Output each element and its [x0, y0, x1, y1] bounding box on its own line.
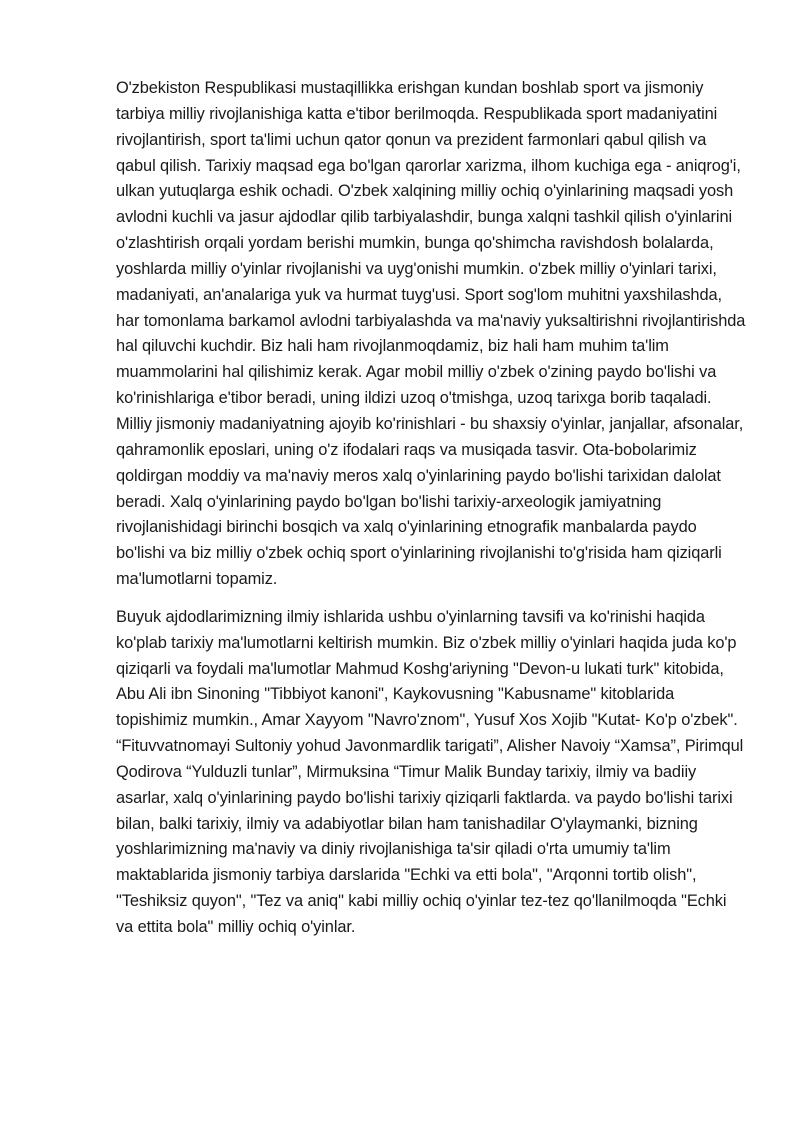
paragraph-1: O'zbekiston Respublikasi mustaqillikka erishgan kundan boshlab sport va jismoniy tarbiya milliy rivojlanishiga katta e'tibor berilmoqda. Respublikada sport madaniyatini rivojlantirish, sport ta'limi uchun qator qonun va prezident farmonlari qabul qilish va qabul qilish. Tarixiy maqsad ega bo'lgan qarorlar xarizma, ilhom kuchiga ega - aniqrog'i, ulkan yutuqlarga eshik ochadi. O'zbek xalqining milliy ochiq o'yinlarining maqsadi yosh avlodni kuchli va jasur ajdodlar qilib tarbiyalashdir, bunga xalqni tashkil qilish o'yinlarini o'zlashtirish orqali yordam berishi mumkin, bunga qo'shimcha ravishdosh bolalarda, yoshlarda milliy o'yinlar rivojlanishi va uyg'onishi mumkin. o'zbek milliy o'yinlari tarixi, madaniyati, an'analariga yuk va hurmat tuyg'usi. Sport sog'lom muhitni yaxshilashda, har tomonlama barkamol avlodni tarbiyalashda va ma'naviy yuksaltirishni rivojlantirishda hal qiluvchi kuchdir. Biz hali ham rivojlanmoqdamiz, biz hali ham muhim ta'lim muammolarini hal qilishimiz kerak. Agar mobil milliy o'zbek o'zining paydo bo'lishi va ko'rinishlariga e'tibor beradi, uning ildizi uzoq o'tmishga, uzoq tarixga borib taqaladi. Milliy jismoniy madaniyatning ajoyib ko'rinishlari - bu shaxsiy o'yinlar, janjallar, afsonalar, qahramonlik eposlari, uning o'z ifodalari raqs va musiqada tasvir. Ota-bobolarimiz qoldirgan moddiy va ma'naviy meros xalq o'yinlarining paydo bo'lishi tarixidan dalolat beradi. Xalq o'yinlarining paydo bo'lgan bo'lishi tarixiy-arxeologik jamiyatning rivojlanishidagi birinchi bosqich va xalq o'yinlarining etnografik manbalarda paydo bo'lishi va biz milliy o'zbek ochiq sport o'yinlarining rivojlanishi to'g'risida ham qiziqarli ma'lumotlarni topamiz. [116, 79, 746, 589]
document-body [116, 76, 746, 953]
paragraph-2: Buyuk ajdodlarimizning ilmiy ishlarida ushbu o'yinlarning tavsifi va ko'rinishi haqida ko'plab tarixiy ma'lumotlarni keltirish mumkin. Biz o'zbek milliy o'yinlari haqida juda ko'p qiziqarli va foydali ma'lumotlar Mahmud Koshg'ariyning "Devon-u lukati turk" kitobida, Abu Ali ibn Sinoning "Tibbiyot kanoni", Kaykovusning "Kabusname" kitoblarida topishimiz mumkin., Amar Xayyom "Navro'znom", Yusuf Xos Xojib "Kutat- Ko'p o'zbek". “Fituvvatnomayi Sultoniy yohud Javonmardlik tarigati”, Alisher Navoiy “Xamsa”, Pirimqul Qodirova “Yulduzli tunlar”, Mirmuksina “Timur Malik Bunday tarixiy, ilmiy va badiiy asarlar, xalq o'yinlarining paydo bo'lishi tarixiy qiziqarli faktlarda. va paydo bo'lishi tarixi bilan, balki tarixiy, ilmiy va adabiyotlar bilan ham tanishadilar O'ylaymanki, bizning yoshlarimizning ma'naviy va diniy rivojlanishiga ta'sir qiladi o'rta umumiy ta'lim maktablarida jismoniy tarbiya darslarida "Echki va etti bola", "Arqonni tortib olish", "Teshiksiz quyon", "Tez va aniq" kabi milliy ochiq o'yinlar tez-tez qo'llanilmoqda "Echki va ettita bola" milliy ochiq o'yinlar. [116, 607, 744, 936]
